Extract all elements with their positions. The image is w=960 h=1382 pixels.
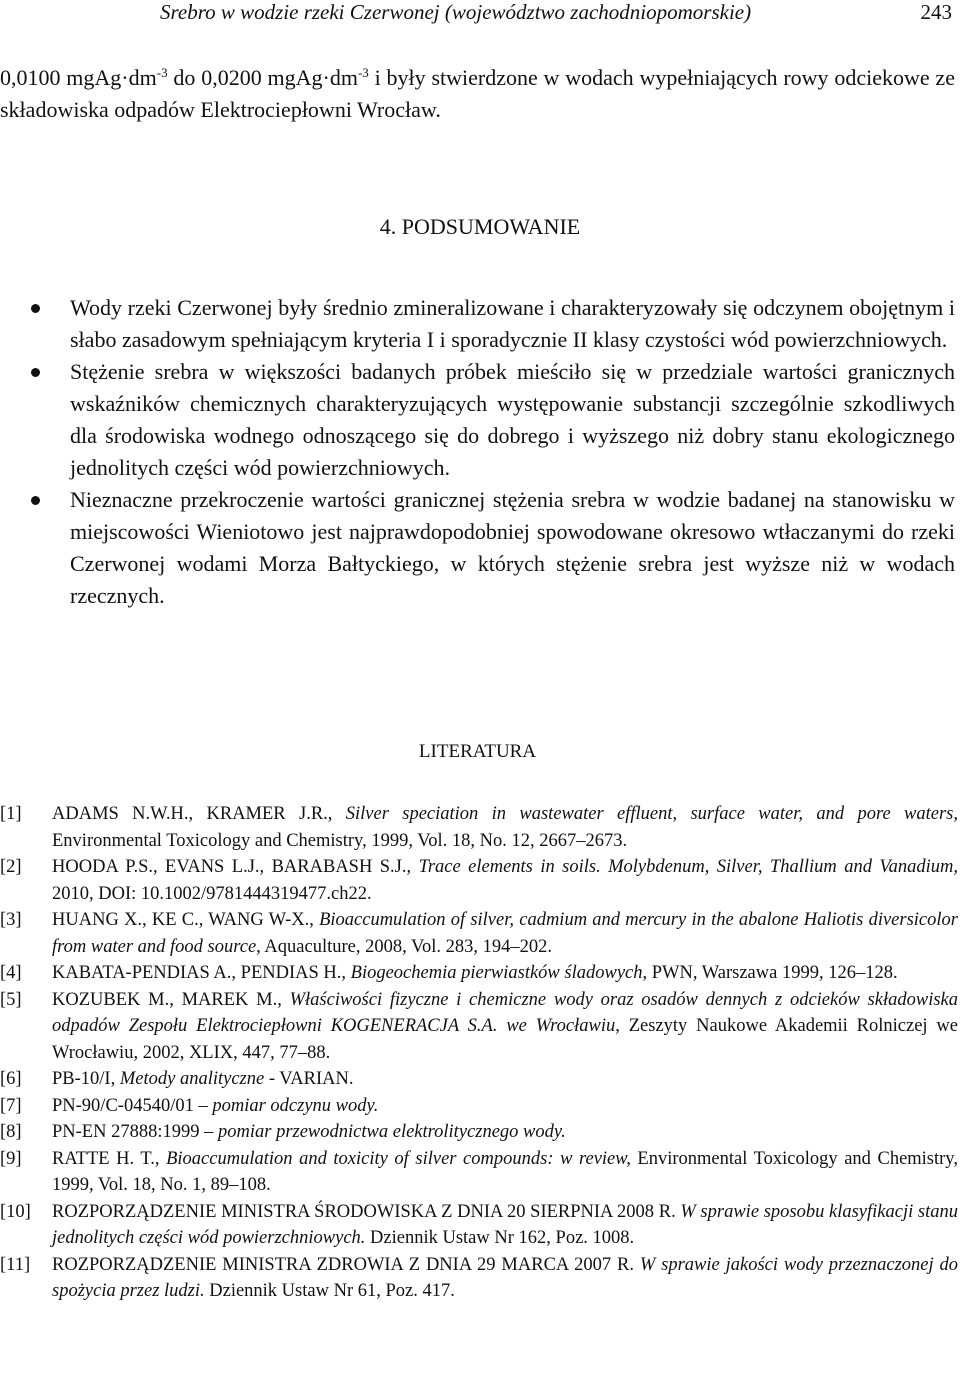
reference-item — [0, 907, 958, 960]
reference-title: Właściwości fizyczne i chemiczne wody oraz osadów dennych z odcieków składowiska odpadów Zespołu Elektrociepłowni KOGENERACJA S.A. we Wrocławiu — [52, 989, 958, 1036]
reference-number: [6] — [0, 1069, 22, 1089]
reference-authors: PN-EN 27888:1999 – — [52, 1122, 218, 1142]
reference-source: Dziennik Ustaw Nr 162, Poz. 1008. — [365, 1228, 635, 1248]
bullet-icon — [31, 368, 40, 377]
reference-authors: ADAMS N.W.H., KRAMER J.R., — [52, 804, 346, 824]
reference-source: , PWN, Warszawa 1999, 126–128. — [642, 963, 898, 983]
reference-source: Environmental Toxicology and Chemistry, 1999, Vol. 18, No. 1, 89–108. — [52, 1148, 958, 1195]
reference-authors: RATTE H. T., — [52, 1148, 167, 1169]
reference-source: Environmental Toxicology and Chemistry, 1999, Vol. 18, No. 12, 2667–2673. — [52, 830, 628, 851]
reference-number: [10] — [0, 1201, 31, 1222]
reference-authors: HOODA P.S., EVANS L.J., BARABASH S.J., — [52, 857, 419, 877]
section-heading: 4. PODSUMOWANIE — [379, 214, 581, 239]
reference-title: Silver speciation in wastewater effluent, surface water, and pore waters, — [345, 804, 958, 824]
reference-item — [0, 801, 958, 854]
bullet-text: Nieznaczne przekroczenie wartości granicznej stężenia srebra w wodzie badanej na stanowisku w miejscowości Wieniotowo jest najprawdopodobniej spowodowane okresowo wtłaczanymi do rzeki Czerwonej wodami Morza Bałtyckiego, w których stężenie srebra jest wyższe niż w wodach rzecznych. — [70, 487, 955, 608]
reference-list — [0, 801, 958, 1305]
superscript-exponent: -3 — [156, 65, 168, 80]
continuation-paragraph — [0, 62, 955, 126]
bullet-icon — [31, 304, 40, 313]
reference-authors: ROZPORZĄDZENIE MINISTRA ŚRODOWISKA Z DNIA 20 SIERPNIA 2008 R. — [52, 1201, 681, 1222]
reference-title: Trace elements in soils. Molybdenum, Silver, Thallium and Vanadium, — [418, 857, 959, 877]
reference-authors: ROZPORZĄDZENIE MINISTRA ZDROWIA Z DNIA 29 MARCA 2007 R. — [52, 1254, 640, 1275]
reference-item — [0, 1199, 958, 1252]
reference-authors: HUANG X., KE C., WANG W-X., — [52, 910, 320, 930]
reference-number: [5] — [0, 989, 22, 1010]
reference-title: pomiar przewodnictwa elektrolitycznego wody. — [218, 1122, 566, 1142]
reference-source: - VARIAN. — [264, 1069, 354, 1089]
bullet-item — [0, 356, 955, 484]
reference-authors: KABATA-PENDIAS A., PENDIAS H., — [52, 963, 351, 983]
text-segment: i były stwierdzone w wodach wypełniających rowy odciekowe ze składowiska odpadów Elektrociepłowni Wrocław. — [0, 65, 955, 122]
reference-title: Biogeochemia pierwiastków śladowych — [350, 963, 643, 983]
running-title: Srebro w wodzie rzeki Czerwonej (województwo zachodniopomorskie) — [160, 0, 752, 24]
reference-number: [1] — [0, 804, 22, 824]
superscript-exponent: -3 — [357, 65, 369, 80]
summary-bullet-list — [0, 292, 955, 612]
reference-item — [0, 960, 958, 987]
bullet-item — [0, 484, 955, 612]
reference-title: Metody analityczne — [119, 1069, 265, 1089]
reference-item — [0, 1146, 958, 1199]
bullet-icon — [31, 496, 40, 505]
reference-title: W sprawie sposobu klasyfikacji stanu jednolitych części wód powierzchniowych. — [52, 1201, 958, 1248]
reference-source: Aquaculture, 2008, Vol. 283, 194–202. — [260, 936, 553, 957]
bullet-text: Stężenie srebra w większości badanych próbek mieściło się w przedziale wartości granicznych wskaźników chemicznych charakteryzujących występowanie substancji szczególnie szkodliwych dla środowiska wodnego odnoszącego się do dobrego i wyższego niż dobry stanu ekologicznego jednolitych części wód powierzchniowych. — [70, 359, 955, 480]
reference-item — [0, 1119, 958, 1146]
reference-authors: PB-10/I, — [52, 1069, 120, 1089]
reference-title: Bioaccumulation of silver, cadmium and mercury in the abalone Haliotis diversicolor from water and food source, — [52, 910, 958, 957]
reference-item — [0, 1093, 958, 1120]
reference-number: [8] — [0, 1122, 22, 1142]
reference-title: W sprawie jakości wody przeznaczonej do spożycia przez ludzi. — [52, 1254, 958, 1301]
reference-item — [0, 1252, 958, 1305]
reference-item — [0, 1066, 958, 1093]
reference-item — [0, 987, 958, 1067]
reference-title: Bioaccumulation and toxicity of silver compounds: w review, — [166, 1148, 631, 1169]
bullet-text: Wody rzeki Czerwonej były średnio zmineralizowane i charakteryzowały się odczynem obojętnym i słabo zasadowym spełniającym kryteria I i sporadycznie II klasy czystości wód powierzchniowych. — [70, 295, 955, 352]
literature-heading: LITERATURA — [418, 741, 537, 762]
reference-number: [3] — [0, 910, 22, 930]
reference-source: Dziennik Ustaw Nr 61, Poz. 417. — [204, 1281, 455, 1301]
page-number: 243 — [920, 0, 952, 24]
reference-title: pomiar odczynu wody. — [212, 1095, 379, 1116]
reference-number: [7] — [0, 1095, 22, 1116]
reference-number: [9] — [0, 1148, 22, 1169]
running-header — [0, 0, 960, 30]
text-segment: 0,0100 mgAg·dm — [0, 65, 157, 90]
reference-number: [2] — [0, 857, 22, 877]
reference-number: [11] — [0, 1254, 31, 1275]
text-segment: do 0,0200 mgAg·dm — [167, 65, 358, 90]
reference-authors: KOZUBEK M., MAREK M., — [52, 989, 290, 1010]
reference-number: [4] — [0, 963, 22, 983]
bullet-item — [0, 292, 955, 356]
reference-authors: PN-90/C-04540/01 – — [52, 1095, 213, 1116]
reference-item — [0, 854, 958, 907]
reference-source: , Zeszyty Naukowe Akademii Rolniczej we Wrocławiu, 2002, XLIX, 447, 77–88. — [52, 1016, 958, 1063]
reference-source: 2010, DOI: 10.1002/9781444319477.ch22. — [52, 883, 372, 904]
